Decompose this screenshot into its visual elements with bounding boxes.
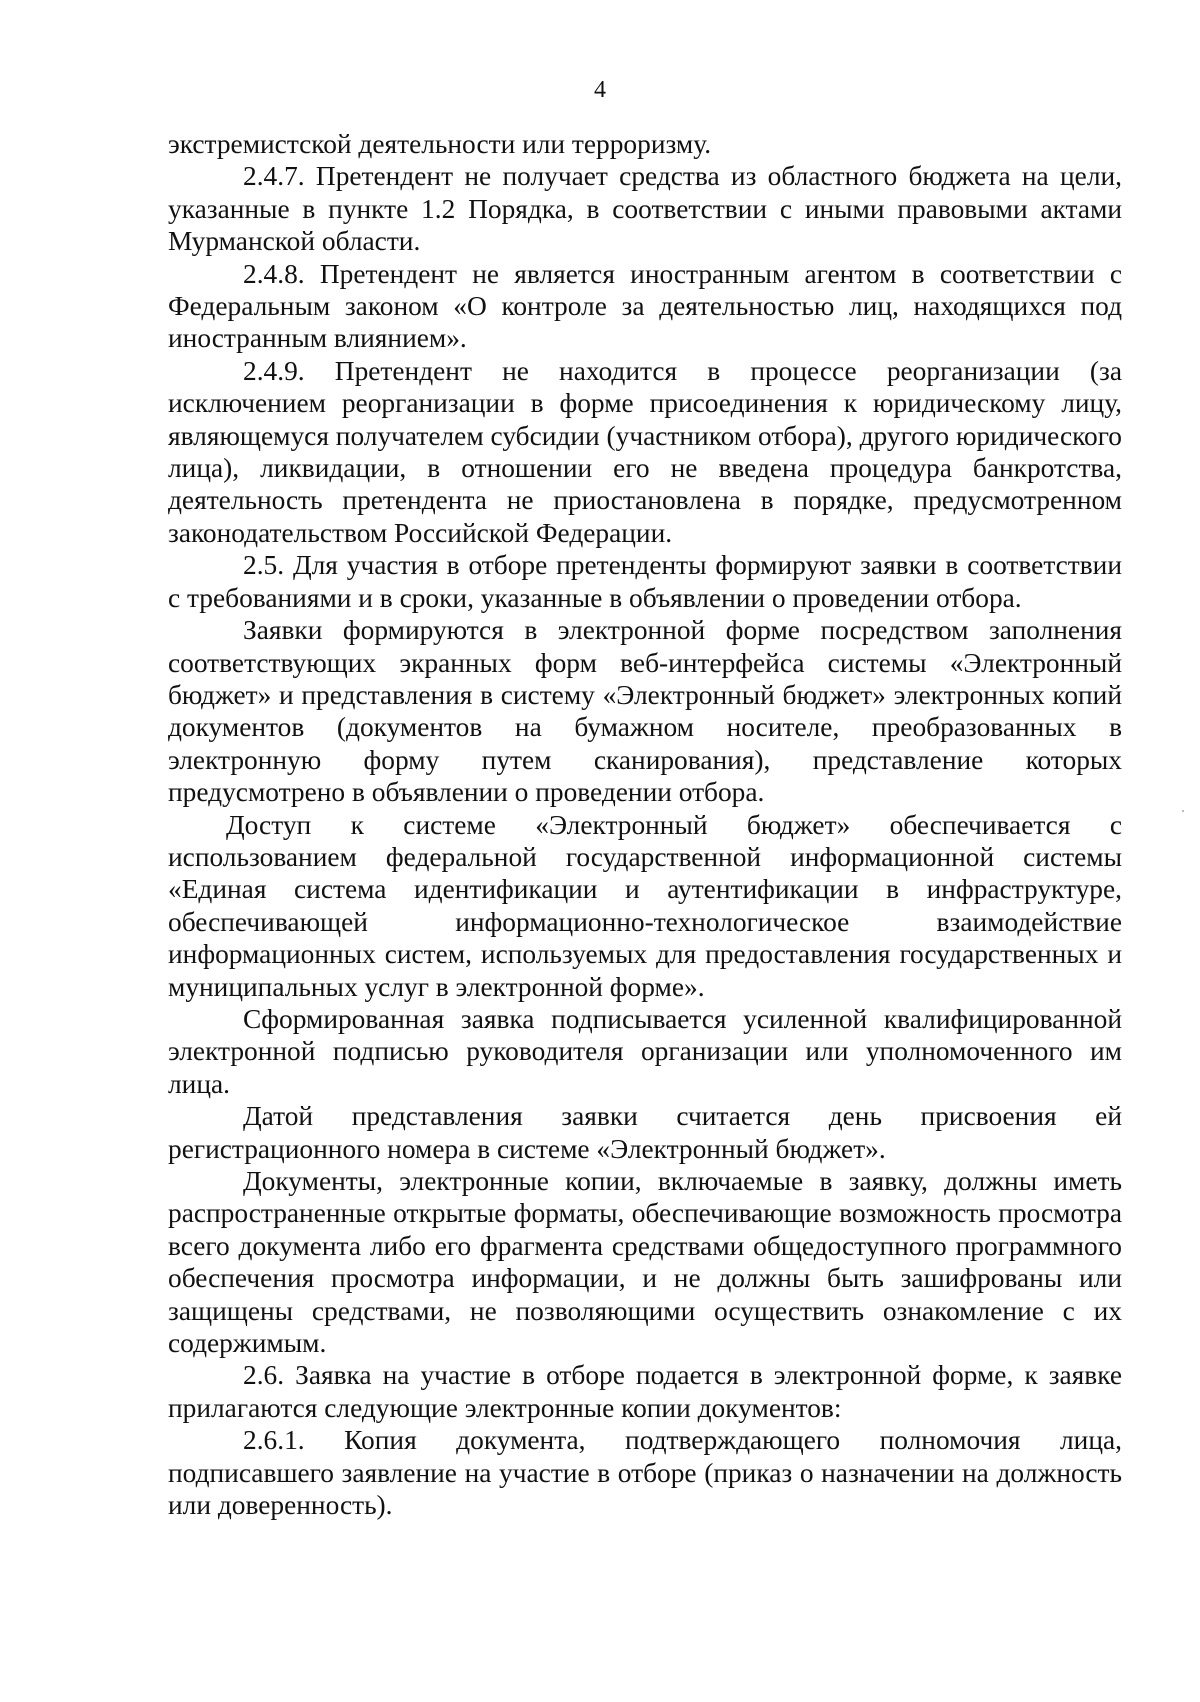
document-body [168, 128, 1122, 1521]
scan-artifact [1182, 810, 1184, 812]
page-number: 4 [594, 77, 606, 103]
paragraph-application-signature: Сформированная заявка подписывается усиленной квалифицированной электронной подписью руководителя организации или уполномоченного им лица. [168, 1003, 1122, 1099]
paragraph-submission-date: Датой представления заявки считается день присвоения ей регистрационного номера в системе «Электронный бюджет». [168, 1101, 1122, 1164]
paragraph-2-4-8: 2.4.8. Претендент не является иностранным агентом в соответствии с Федеральным законом «О контроле за деятельностью лиц, находящихся под иностранным влиянием». [168, 258, 1122, 354]
paragraph-applications-formed: Заявки формируются в электронной форме посредством заполнения соответствующих экранных форм веб-интерфейса системы «Электронный бюджет» и представления в систему «Электронный бюджет» электронных копий документов (документов на бумажном носителе, преобразованных в электронную форму путем сканирования), представление которых предусмотрено в объявлении о проведении отбора. [168, 615, 1122, 808]
paragraph-2-4-7: 2.4.7. Претендент не получает средства из областного бюджета на цели, указанные в пункте 1.2 Порядка, в соответствии с иными правовыми актами Мурманской области. [168, 161, 1122, 257]
paragraph-2-6: 2.6. Заявка на участие в отборе подается в электронной форме, к заявке прилагаются следующие электронные копии документов: [168, 1360, 1122, 1423]
paragraph-2-5: 2.5. Для участия в отборе претенденты формируют заявки в соответствии с требованиями и в сроки, указанные в объявлении о проведении отбора. [168, 550, 1122, 613]
paragraph-2-4-9: 2.4.9. Претендент не находится в процессе реорганизации (за исключением реорганизации в форме присоединения к юридическому лицу, являющемуся получателем субсидии (участником отбора), другого юридического лица), ликвидации, в отношении его не введена процедура банкротства, деятельность претендента не приостановлена в порядке, предусмотренном законодательством Российской Федерации. [168, 355, 1122, 548]
paragraph-system-access: Доступ к системе «Электронный бюджет» обеспечивается с использованием федеральной государственной информационной системы «Единая система идентификации и аутентификации в инфраструктуре, обеспечивающей информационно-технологическое взаимодействие информационных систем, используемых для предоставления государственных и муниципальных услуг в электронной форме». [168, 809, 1122, 1002]
paragraph-2-6-1: 2.6.1. Копия документа, подтверждающего полномочия лица, подписавшего заявление на участие в отборе (приказ о назначении на должность или доверенность). [168, 1425, 1122, 1521]
paragraph-continuation: экстремистской деятельности или терроризму. [168, 129, 712, 159]
paragraph-document-formats: Документы, электронные копии, включаемые в заявку, должны иметь распространенные открытые форматы, обеспечивающие возможность просмотра всего документа либо его фрагмента средствами общедоступного программного обеспечения просмотра информации, и не должны быть зашифрованы или защищены средствами, не позволяющими осуществить ознакомление с их содержимым. [168, 1166, 1122, 1359]
